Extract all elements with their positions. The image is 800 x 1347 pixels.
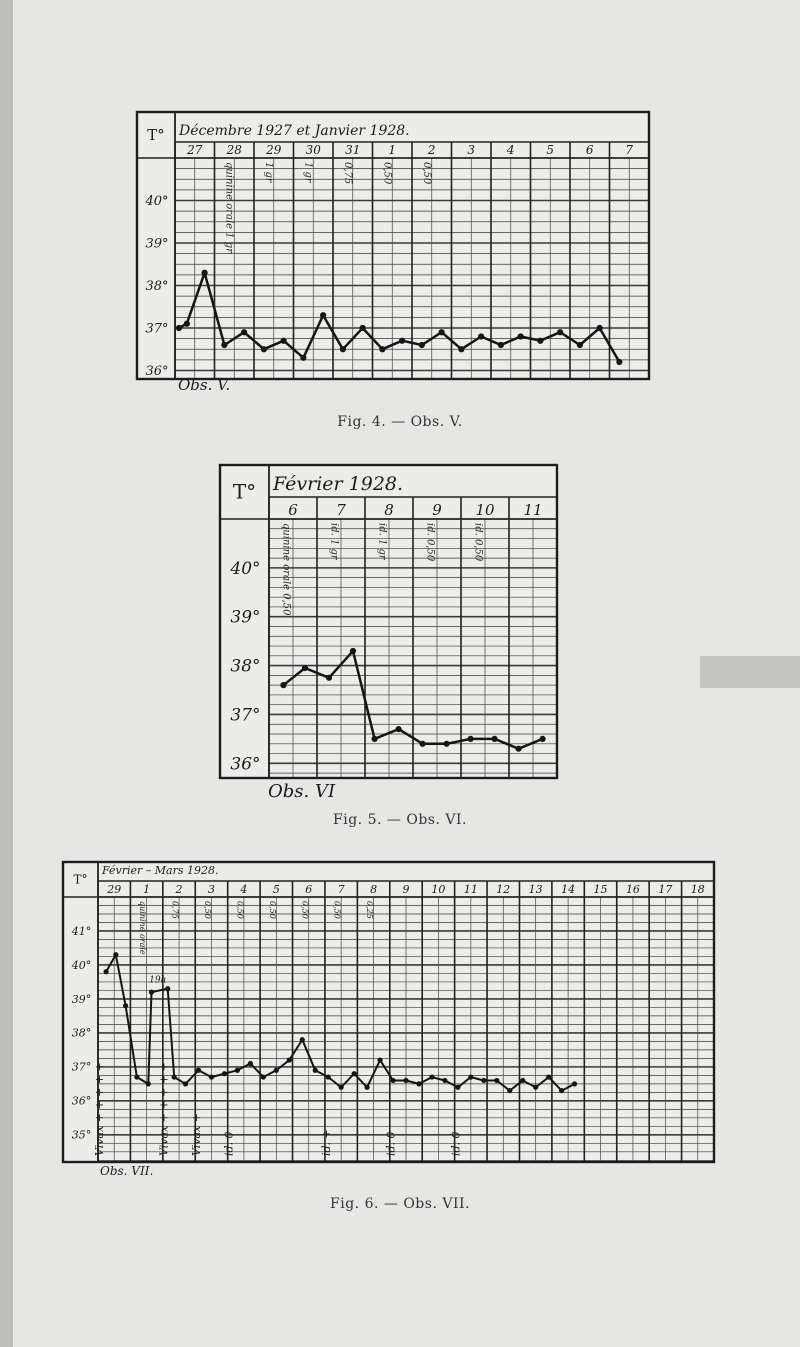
fig6-y-tick-label: 37°	[71, 1060, 92, 1074]
fig6-day-label: 4	[240, 883, 248, 896]
fig6-temperature-point	[149, 990, 154, 995]
fig6-temperature-point	[559, 1088, 564, 1093]
fig4-temperature-point	[577, 342, 583, 348]
fig5-day-label: 11	[523, 501, 543, 519]
fig6-temperature-point	[481, 1078, 486, 1083]
fig4-day-label: 31	[345, 143, 361, 157]
fig4-temperature-point	[439, 329, 445, 335]
fig5-day-label: 9	[432, 501, 442, 519]
fig6-temperature-point	[364, 1085, 369, 1090]
fig6-temperature-point	[416, 1081, 421, 1086]
fig6-day-label: 10	[431, 883, 446, 896]
fig5-dosage-annotation: id. 1 gr	[328, 523, 340, 560]
fig4-temp-header: T°	[147, 125, 165, 144]
fig5-day-label: 10	[475, 501, 495, 519]
fig5-temperature-point	[350, 648, 356, 654]
fig6-temperature-point	[172, 1074, 177, 1079]
fig5-dosage-annotation: quinine orale 0,50	[280, 523, 292, 616]
fig4-day-label: 7	[625, 143, 634, 157]
fig4-day-label: 1	[388, 143, 397, 157]
fig6-temperature-point	[339, 1085, 344, 1090]
fig4-temperature-point	[399, 338, 405, 344]
fig6-parasite-note: Vivax +	[190, 1113, 204, 1156]
fig5-temperature-point	[372, 736, 378, 742]
fig6-parasite-note: id. +	[319, 1129, 333, 1156]
fig6-temperature-point	[261, 1074, 266, 1079]
fig6-chart-title: Février – Mars 1928.	[102, 864, 219, 877]
fig4-dosage-annotation: 0,75	[341, 162, 353, 185]
fig6-temperature-point	[494, 1078, 499, 1083]
fig5-temperature-point	[420, 741, 426, 747]
fig6-temperature-point	[455, 1085, 460, 1090]
fig6-temperature-point	[300, 1037, 305, 1042]
fig6-day-label: 14	[561, 883, 576, 896]
fig6-day-label: 5	[272, 883, 280, 896]
fig4-temperature-point	[202, 270, 208, 276]
fig6-temperature-point	[313, 1068, 318, 1073]
fig4-caption: Fig. 4. — Obs. V.	[337, 414, 463, 430]
fig5-temperature-point	[326, 675, 332, 681]
fig5-temperature-point	[468, 736, 474, 742]
fig6-day-label: 6	[305, 883, 313, 896]
fig6-day-label: 13	[528, 883, 543, 896]
fig6-temperature-point	[572, 1081, 577, 1086]
fig5-dosage-annotation: id. 1 gr	[376, 523, 388, 560]
fig6-temperature-point	[287, 1057, 292, 1062]
fig4-y-tick-label: 40°	[145, 194, 169, 210]
fig4-day-label: 28	[226, 143, 242, 157]
fig6-dosage-annotation: 0,50	[267, 901, 277, 919]
fig6-temperature-point	[222, 1071, 227, 1076]
fig6-y-tick-label: 40°	[71, 958, 92, 972]
fig6-temperature-point	[377, 1057, 382, 1062]
fig4-day-label: 6	[585, 143, 594, 157]
fig6-day-label: 15	[593, 883, 608, 896]
fig6-temperature-point	[390, 1078, 395, 1083]
fig6-parasite-note: id. 0	[222, 1131, 236, 1156]
fig6-point-label: 19h	[149, 975, 167, 986]
fig6-day-label: 3	[207, 883, 215, 896]
fig4-temperature-chart	[0, 112, 800, 419]
fig4-temperature-point	[184, 321, 190, 327]
fig6-day-label: 1	[143, 883, 151, 896]
fig4-temperature-point	[320, 312, 326, 318]
fig6-y-tick-label: 39°	[71, 992, 92, 1006]
fig4-group	[137, 112, 649, 379]
fig5-group	[220, 465, 557, 778]
fig6-parasite-note: Vivax + + + + +	[157, 1062, 171, 1156]
fig6-day-label: 29	[107, 883, 122, 896]
fig4-dosage-annotation: 1 gr	[262, 162, 274, 183]
fig4-chart-title: Décembre 1927 et Janvier 1928.	[179, 123, 410, 139]
fig6-temperature-point	[533, 1085, 538, 1090]
fig6-day-label: 18	[690, 883, 705, 896]
fig5-day-label: 7	[336, 501, 346, 519]
fig6-temperature-point	[183, 1081, 188, 1086]
fig6-temperature-point	[113, 952, 118, 957]
fig4-day-label: 4	[506, 143, 515, 157]
fig4-temperature-point	[379, 346, 385, 352]
fig6-temp-header: T°	[73, 872, 88, 887]
fig6-dosage-annotation: 0,50	[300, 901, 310, 919]
fig6-y-tick-label: 35°	[71, 1128, 92, 1142]
fig6-parasite-note: Vivax + + + + +	[92, 1062, 106, 1156]
fig6-dosage-annotation: 0,75	[170, 901, 180, 919]
fig4-obs-label: Obs. V.	[178, 376, 231, 394]
fig6-temperature-point	[165, 986, 170, 991]
fig6-temperature-point	[209, 1074, 214, 1079]
fig6-caption: Fig. 6. — Obs. VII.	[330, 1196, 470, 1212]
fig6-temperature-point	[248, 1061, 253, 1066]
fig5-temperature-point	[280, 682, 286, 688]
fig4-temperature-point	[241, 329, 247, 335]
fig4-day-label: 27	[187, 143, 203, 157]
fig6-group	[63, 862, 714, 1162]
fig5-obs-label: Obs. VI	[268, 781, 336, 802]
fig6-temperature-point	[546, 1074, 551, 1079]
fig6-temperature-point	[274, 1068, 279, 1073]
fig6-temperature-point	[196, 1068, 201, 1073]
fig4-day-label: 2	[427, 143, 436, 157]
fig5-day-label: 6	[288, 501, 298, 519]
fig4-temperature-point	[597, 325, 603, 331]
fig4-day-label: 29	[266, 143, 282, 157]
fig4-y-tick-label: 38°	[145, 279, 169, 295]
fig6-dosage-annotation: 0,50	[202, 901, 212, 919]
fig4-temperature-point	[261, 346, 267, 352]
fig5-chart-title: Février 1928.	[273, 473, 404, 495]
fig5-day-label: 8	[384, 501, 394, 519]
fig5-temperature-point	[396, 726, 402, 732]
fig4-y-tick-label: 39°	[145, 236, 169, 252]
fig6-temperature-point	[442, 1078, 447, 1083]
fig4-temperature-point	[537, 338, 543, 344]
fig6-day-label: 2	[175, 883, 183, 896]
fig6-day-label: 17	[658, 883, 673, 896]
fig6-day-label: 11	[463, 883, 478, 896]
fig6-dosage-annotation: 0,50	[235, 901, 245, 919]
fig4-temperature-point	[557, 329, 563, 335]
fig6-temperature-point	[326, 1074, 331, 1079]
fig5-y-tick-label: 38°	[230, 656, 261, 677]
fig5-y-tick-label: 36°	[230, 754, 261, 775]
fig6-day-label: 12	[496, 883, 511, 896]
fig6-dosage-annotation: 0,50	[332, 901, 342, 919]
fig4-day-label: 3	[467, 143, 476, 157]
fig5-y-tick-label: 40°	[230, 558, 261, 579]
fig6-obs-label: Obs. VII.	[100, 1164, 154, 1178]
fig4-day-label: 5	[546, 143, 555, 157]
fig6-parasite-note: id. 0	[384, 1131, 398, 1156]
fig5-temperature-point	[444, 741, 450, 747]
fig4-dosage-annotation: 1 gr	[302, 162, 314, 183]
fig4-temperature-point	[458, 346, 464, 352]
fig5-temperature-point	[492, 736, 498, 742]
fig6-temperature-point	[104, 969, 109, 974]
fig6-temperature-point	[146, 1081, 151, 1086]
fig6-day-label: 16	[625, 883, 640, 896]
fig6-day-label: 7	[337, 883, 345, 896]
fig4-dosage-annotation: quinine orale 1 gr	[223, 162, 235, 253]
fig4-temperature-point	[360, 325, 366, 331]
fig5-temperature-point	[302, 665, 308, 671]
fig4-temperature-point	[340, 346, 346, 352]
fig6-temperature-point	[352, 1071, 357, 1076]
fig5-y-tick-label: 37°	[230, 705, 261, 726]
fig4-temperature-point	[176, 325, 182, 331]
fig5-temp-header: T°	[232, 479, 257, 504]
fig5-temperature-point	[516, 746, 522, 752]
fig6-temperature-point	[520, 1078, 525, 1083]
fig6-day-label: 8	[370, 883, 378, 896]
fig4-temperature-point	[518, 333, 524, 339]
fig6-parasite-note: id. 0	[449, 1131, 463, 1156]
fig6-temperature-point	[235, 1068, 240, 1073]
fig4-temperature-point	[419, 342, 425, 348]
fig4-temperature-point	[221, 342, 227, 348]
fig6-y-tick-label: 41°	[71, 924, 92, 938]
fig5-temperature-chart	[0, 465, 800, 818]
fig4-temperature-point	[478, 333, 484, 339]
fig6-y-tick-label: 38°	[71, 1026, 92, 1040]
fig4-dosage-annotation: 0,50	[420, 162, 432, 185]
fig6-temperature-point	[123, 1003, 128, 1008]
fig5-caption: Fig. 5. — Obs. VI.	[333, 812, 467, 828]
fig5-y-tick-label: 39°	[230, 607, 261, 628]
fig5-dosage-annotation: id. 0,50	[424, 523, 436, 562]
fig4-dosage-annotation: 0,50	[381, 162, 393, 185]
fig6-day-label: 9	[402, 883, 410, 896]
fig4-temperature-point	[281, 338, 287, 344]
fig4-y-tick-label: 36°	[145, 364, 169, 380]
fig6-temperature-point	[134, 1074, 139, 1079]
fig6-temperature-point	[429, 1074, 434, 1079]
fig4-day-label: 30	[305, 143, 321, 157]
fig4-temperature-point	[498, 342, 504, 348]
fig5-dosage-annotation: id. 0,50	[472, 523, 484, 562]
fig4-temperature-point	[300, 355, 306, 361]
fig6-dosage-annotation: quinine orale	[138, 901, 148, 955]
fig6-temperature-point	[507, 1088, 512, 1093]
fig6-y-tick-label: 36°	[71, 1094, 92, 1108]
fig6-temperature-point	[403, 1078, 408, 1083]
fig4-y-tick-label: 37°	[145, 321, 169, 337]
fig6-temperature-point	[468, 1074, 473, 1079]
fig5-temperature-point	[540, 736, 546, 742]
fig6-temperature-chart	[0, 862, 800, 1202]
fig6-dosage-annotation: 0,25	[365, 901, 375, 919]
fig4-temperature-point	[616, 359, 622, 365]
